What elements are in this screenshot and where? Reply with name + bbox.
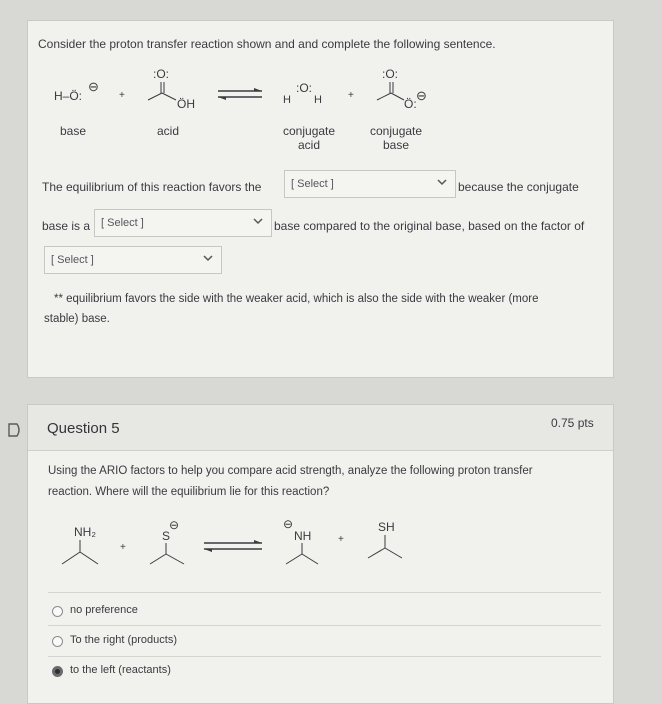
radio-no-preference[interactable]	[52, 606, 63, 617]
acid-carbonyl-o: :O:	[153, 67, 170, 81]
acetate-o-top: :O:	[382, 67, 399, 81]
thiolate-s: S	[162, 529, 171, 543]
select-favored-side-value: [ Select ]	[291, 178, 334, 190]
hydroxide-charge: ⊖	[88, 79, 99, 94]
label-conjugate-acid-2: acid	[298, 138, 321, 152]
acetate-charge: ⊖	[416, 88, 427, 103]
label-conjugate-base-1: conjugate	[370, 124, 423, 138]
options-divider-top	[48, 592, 601, 593]
plus-4: +	[338, 534, 344, 545]
select-ario-factor[interactable]	[44, 246, 222, 274]
chevron-down-icon	[253, 216, 263, 226]
thiolate-charge: ⊖	[169, 518, 180, 532]
label-acid: acid	[157, 124, 180, 138]
hydroxide: H–Ö:	[54, 89, 83, 103]
radio-to-the-right[interactable]	[52, 636, 63, 647]
note-line-2: stable) base.	[44, 313, 110, 325]
amine-nh2: NH₂	[74, 525, 96, 539]
sentence-part-2: because the conjugate	[458, 180, 579, 194]
sentence-part-3: base is a	[42, 219, 91, 233]
question-5-points: 0.75 pts	[551, 416, 594, 430]
amide-nh: NH	[294, 529, 312, 543]
sentence-part-1: The equilibrium of this reaction favors the	[42, 180, 262, 194]
plus-3: +	[120, 542, 126, 553]
flag-icon[interactable]	[8, 423, 22, 437]
label-conjugate-base-2: base	[383, 138, 410, 152]
radio-to-the-left[interactable]	[52, 666, 63, 677]
thiol-sh: SH	[378, 520, 395, 534]
acetate-o: Ö:	[404, 97, 417, 111]
select-ario-factor-value: [ Select ]	[51, 254, 94, 266]
q5-prompt-line-2: reaction. Where will the equilibrium lie for this reaction?	[48, 486, 330, 498]
q4-prompt: Consider the proton transfer reaction shown and and complete the following sentence.	[38, 37, 496, 51]
options-divider-1	[48, 625, 601, 626]
option-to-the-left-label: to the left (reactants)	[70, 664, 171, 676]
amide-nh-charge: ⊖	[283, 517, 294, 531]
options-divider-2	[48, 656, 601, 657]
water-h2: H	[314, 94, 322, 106]
water-h1: H	[283, 94, 291, 106]
option-no-preference-label: no preference	[70, 604, 138, 616]
option-to-the-right[interactable]	[52, 632, 612, 656]
option-to-the-left[interactable]	[52, 662, 612, 686]
select-favored-side[interactable]	[284, 170, 456, 198]
chevron-down-icon	[203, 253, 213, 263]
q5-prompt-line-1: Using the ARIO factors to help you compare acid strength, analyze the following proton transfer	[48, 465, 533, 477]
plus-2: +	[348, 90, 354, 101]
label-conjugate-acid-1: conjugate	[283, 124, 336, 138]
label-base: base	[60, 124, 87, 138]
reaction-2-diagram	[0, 512, 662, 582]
option-to-the-right-label: To the right (products)	[70, 634, 177, 646]
chevron-down-icon	[437, 177, 447, 187]
acid-oh: ÖH	[177, 97, 195, 111]
option-no-preference[interactable]	[52, 602, 612, 626]
select-base-strength-value: [ Select ]	[101, 217, 144, 229]
select-base-strength[interactable]	[94, 209, 272, 237]
note-line-1: ** equilibrium favors the side with the weaker acid, which is also the side with the weaker (more	[54, 293, 539, 305]
sentence-part-4: base compared to the original base, based on the factor of	[274, 219, 585, 233]
question-5-title: Question 5	[47, 420, 120, 437]
water-o: :O:	[296, 81, 313, 95]
plus-1: +	[119, 90, 125, 101]
